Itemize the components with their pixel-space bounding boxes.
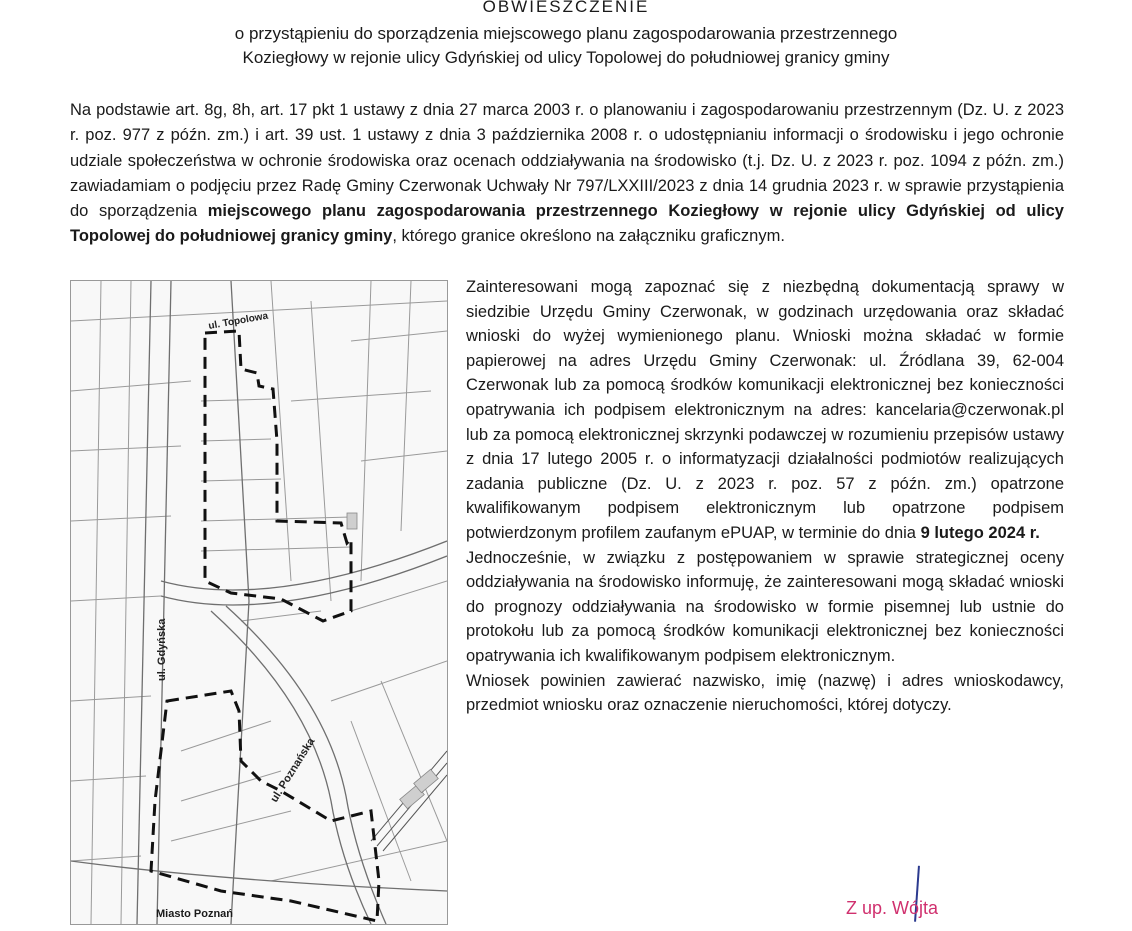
signature-label: Z up. Wójta [846,898,939,918]
paragraph-environmental-assessment: Jednocześnie, w związku z postępowaniem w sprawie strategicznej oceny oddziaływania na środowisko informuję, że zainteresowani mogą składać wnioski do prognozy oddziaływania na środowisko w formie pisemnej lub ustnie do protokołu lub za pomocą środków komunikacji elektronicznej bez konieczności opatrywania ich kwalifikowanym podpisem elektronicznym. [466,548,1064,665]
paragraph-application-contents: Wniosek powinien zawierać nazwisko, imię (nazwę) i adres wnioskodawcy, przedmiot wniosku oraz oznaczenie nieruchomości, której dotyczy. [466,671,1064,715]
paragraph-documentation [466,275,1064,546]
document-subtitle-line1: o przystąpieniu do sporządzenia miejscowego planu zagospodarowania przestrzennego [234,24,898,43]
right-column-text [466,275,1064,718]
plan-boundary-map [70,280,448,925]
intro-text-a: Na podstawie art. 8g, 8h, art. 17 pkt 1 ustawy z dnia 27 marca 2003 r. o planowaniu i zagospodarowaniu przestrzennym (Dz. U. z 2023 r. poz. 977 z późn. zm.) i art. 39 ust. 1 ustawy z dnia 3 października 2008 r. o udostępnianiu informacji o środowisku i jego ochronie udziale społeczeństwa w ochronie środowiska oraz ocenach oddziaływania na środowisko (t.j. Dz. U. z 2023 r. poz. 1094 z późn. zm.) zawiadamiam o podjęciu przez Radę Gminy Czerwonak Uchwały Nr 797/LXXIII/2023 z dnia 14 grudnia 2023 r. w sprawie przystąpienia do sporządzenia [70,101,1064,221]
document-subtitle-line2: Koziegłowy w rejonie ulicy Gdyńskiej od ulicy Topolowej do południowej granicy gminy [242,48,890,67]
paragraph-documentation-text: Zainteresowani mogą zapoznać się z niezbędną dokumentacją sprawy w siedzibie Urzędu Gminy Czerwonak, w godzinach urzędowania oraz składać wnioski do wyżej wymienionego planu. Wnioski można składać w formie papierowej na adres Urzędu Gminy Czerwonak: ul. Źródlana 39, 62-004 Czerwonak lub za pomocą środków komunikacji elektronicznej bez konieczności opatrywania ich podpisem elektronicznym na adres: kancelaria@czerwonak.pl lub za pomocą elektronicznej skrzynki podawczej w rozumieniu przepisów ustawy z dnia 17 lutego 2005 r. o informatyzacji działalności podmiotów realizujących zadania publiczne (Dz. U. z 2023 r. poz. 57 z późn. zm.) opatrzone kwalifikowanym podpisem elektronicznym lub opatrzone podpisem potwierdzonym profilem zaufanym ePUAP, w terminie do dnia [466,278,1064,542]
map-label-topolowa: ul. Topolowa [207,310,269,332]
map-label-poznanska: ul. Poznańska [268,736,318,805]
map-drawing [71,281,447,924]
map-caption: Miasto Poznań [156,908,234,920]
map-label-gdynska: ul. Gdyńska [156,618,168,681]
intro-paragraph [70,98,1064,250]
intro-bold-plan-name: miejscowego planu zagospodarowania przestrzennego Koziegłowy w rejonie ulicy Gdyńskiej od ulicy Topolowej do południowej granicy gminy [70,202,1064,246]
deadline-date: 9 lutego 2024 r. [920,523,1040,542]
document-title: OBWIESZCZENIE [482,0,650,16]
intro-text-b: , którego granice określono na załączniku graficznym. [392,227,785,246]
